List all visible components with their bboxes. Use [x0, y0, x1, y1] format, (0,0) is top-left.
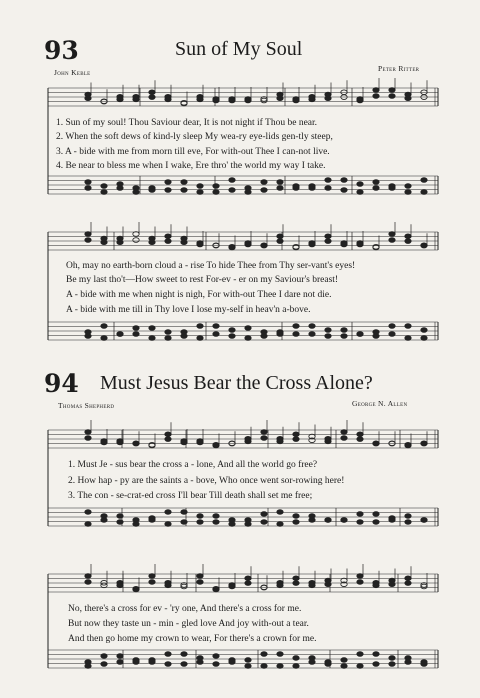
note-head: [389, 94, 395, 99]
note-head: [421, 178, 427, 183]
note-head: [213, 654, 219, 659]
note-head: [181, 188, 187, 193]
note-head: [277, 239, 283, 244]
note-head: [149, 326, 155, 331]
note-head: [245, 576, 251, 581]
note-head: [101, 518, 107, 523]
lyric-line: 3. A - bide with me from morn till eve, For with-out Thee I can-not live.: [56, 147, 330, 157]
note-head: [197, 190, 203, 195]
note-head: [149, 95, 155, 100]
note-head: [325, 186, 331, 191]
note-head: [405, 324, 411, 329]
note-head: [213, 324, 219, 329]
note-head: [229, 522, 235, 527]
note-head: [181, 440, 187, 445]
note-head: [405, 442, 411, 447]
note-head: [85, 580, 91, 585]
note-head: [149, 90, 155, 95]
note-head: [85, 186, 91, 191]
note-head: [293, 332, 299, 337]
note-head: [85, 334, 91, 339]
lyric-line: But now they taste un - min - gled love And joy with-out a tear.: [68, 619, 309, 629]
note-head: [277, 652, 283, 657]
note-head: [117, 97, 123, 102]
note-head: [357, 664, 363, 669]
hymn-author: John Keble: [54, 68, 91, 77]
lyric-line: No, there's a cross for ev - 'ry one, And there's a cross for me.: [68, 604, 302, 614]
note-head: [213, 98, 219, 103]
note-head: [261, 243, 267, 248]
note-head: [197, 184, 203, 189]
lyric-line: 2. How hap - py are the saints a - bove, Who once went sor-rowing here!: [68, 476, 345, 486]
note-head: [293, 656, 299, 661]
note-head: [245, 581, 251, 586]
note-head: [245, 242, 251, 247]
note-head: [357, 182, 363, 187]
note-head: [373, 334, 379, 339]
note-head: [117, 186, 123, 191]
note-head: [133, 238, 139, 243]
note-head: [181, 334, 187, 339]
note-head: [197, 336, 203, 341]
note-head: [341, 436, 347, 441]
note-head: [229, 188, 235, 193]
note-head: [85, 664, 91, 669]
note-head: [341, 188, 347, 193]
note-head: [85, 436, 91, 441]
note-head: [389, 656, 395, 661]
note-head: [197, 580, 203, 585]
note-head: [213, 662, 219, 667]
note-head: [101, 654, 107, 659]
note-head: [357, 98, 363, 103]
note-head: [373, 180, 379, 185]
note-head: [405, 96, 411, 101]
note-head: [101, 240, 107, 245]
note-head: [357, 190, 363, 195]
note-head: [293, 520, 299, 525]
note-head: [277, 332, 283, 337]
hymn-composer: Peter Ritter: [378, 64, 420, 73]
note-head: [213, 442, 219, 447]
note-head: [133, 326, 139, 331]
note-head: [421, 336, 427, 341]
note-head: [325, 96, 331, 101]
note-head: [149, 580, 155, 585]
note-head: [213, 514, 219, 519]
note-head: [213, 332, 219, 337]
note-head: [405, 660, 411, 665]
note-head: [133, 586, 139, 591]
note-head: [165, 510, 171, 515]
note-head: [341, 664, 347, 669]
note-head: [277, 510, 283, 515]
note-head: [293, 664, 299, 669]
note-head: [389, 662, 395, 667]
note-head: [373, 88, 379, 93]
note-head: [373, 662, 379, 667]
note-head: [165, 97, 171, 102]
note-head: [165, 188, 171, 193]
note-head: [117, 660, 123, 665]
note-head: [341, 518, 347, 523]
note-head: [357, 437, 363, 442]
note-head: [309, 518, 315, 523]
note-head: [277, 664, 283, 669]
note-head: [149, 188, 155, 193]
note-head: [389, 324, 395, 329]
note-head: [165, 662, 171, 667]
note-head: [229, 328, 235, 333]
note-head: [421, 243, 427, 248]
note-head: [261, 180, 267, 185]
note-head: [229, 584, 235, 589]
note-head: [85, 510, 91, 515]
note-head: [261, 520, 267, 525]
note-head: [309, 660, 315, 665]
note-head: [293, 581, 299, 586]
note-head: [261, 334, 267, 339]
note-head: [277, 583, 283, 588]
note-head: [165, 652, 171, 657]
note-head: [181, 652, 187, 657]
note-head: [373, 520, 379, 525]
note-head: [405, 581, 411, 586]
note-head: [421, 662, 427, 667]
note-head: [245, 190, 251, 195]
note-head: [197, 514, 203, 519]
note-head: [85, 522, 91, 527]
note-head: [325, 234, 331, 239]
note-head: [405, 576, 411, 581]
note-head: [165, 234, 171, 239]
note-head: [373, 652, 379, 657]
note-head: [149, 660, 155, 665]
note-head: [405, 190, 411, 195]
note-head: [133, 660, 139, 665]
note-head: [117, 654, 123, 659]
note-head: [101, 184, 107, 189]
note-head: [133, 232, 139, 237]
note-head: [197, 97, 203, 102]
note-head: [277, 180, 283, 185]
note-head: [229, 660, 235, 665]
note-head: [261, 188, 267, 193]
note-head: [293, 186, 299, 191]
note-head: [293, 432, 299, 437]
note-head: [213, 184, 219, 189]
note-head: [309, 186, 315, 191]
note-head: [165, 330, 171, 335]
note-head: [197, 520, 203, 525]
note-head: [389, 518, 395, 523]
note-head: [197, 440, 203, 445]
lyric-line: A - bide with me when night is nigh, For with-out Thee I dare not die.: [66, 290, 332, 300]
note-head: [197, 574, 203, 579]
note-head: [85, 238, 91, 243]
note-head: [421, 518, 427, 523]
note-head: [325, 518, 331, 523]
note-head: [85, 574, 91, 579]
note-head: [101, 324, 107, 329]
note-head: [197, 242, 203, 247]
note-head: [181, 662, 187, 667]
note-head: [197, 660, 203, 665]
note-head: [325, 582, 331, 587]
note-head: [357, 432, 363, 437]
lyric-line: 2. When the soft dews of kind-ly sleep My wea-ry eye-lids gen-tly steep,: [56, 132, 333, 142]
note-head: [405, 520, 411, 525]
note-head: [261, 430, 267, 435]
note-head: [293, 576, 299, 581]
note-head: [85, 232, 91, 237]
note-head: [229, 178, 235, 183]
note-head: [341, 178, 347, 183]
note-head: [117, 240, 123, 245]
note-head: [165, 432, 171, 437]
note-head: [277, 439, 283, 444]
note-head: [405, 184, 411, 189]
note-head: [117, 520, 123, 525]
note-head: [373, 94, 379, 99]
note-head: [309, 332, 315, 337]
note-head: [277, 234, 283, 239]
note-head: [421, 190, 427, 195]
hymn-number: 94: [44, 369, 79, 398]
note-head: [373, 441, 379, 446]
hymn-composer: George N. Allen: [352, 399, 408, 408]
note-head: [341, 242, 347, 247]
note-head: [357, 242, 363, 247]
note-head: [229, 98, 235, 103]
note-head: [133, 522, 139, 527]
note-head: [325, 662, 331, 667]
note-head: [341, 334, 347, 339]
note-head: [389, 582, 395, 587]
note-head: [245, 658, 251, 663]
lyric-line: 1. Sun of my soul! Thou Saviour dear, It is not night if Thou be near.: [56, 118, 318, 128]
note-head: [245, 326, 251, 331]
note-head: [277, 96, 283, 101]
note-head: [389, 332, 395, 337]
note-head: [181, 240, 187, 245]
note-head: [149, 518, 155, 523]
note-head: [165, 583, 171, 588]
lyric-line: And then go home my crown to wear, For there's a crown for me.: [68, 634, 317, 644]
note-head: [405, 336, 411, 341]
lyric-line: A - bide with me till in Thy love I lose my-self in heav'n a-bove.: [66, 305, 311, 315]
note-head: [373, 512, 379, 517]
note-head: [341, 658, 347, 663]
note-head: [197, 324, 203, 329]
hymn-number: 93: [44, 36, 79, 65]
hymn-title: Must Jesus Bear the Cross Alone?: [100, 372, 373, 394]
note-head: [165, 437, 171, 442]
note-head: [149, 240, 155, 245]
note-head: [85, 430, 91, 435]
note-head: [165, 180, 171, 185]
note-head: [325, 178, 331, 183]
note-head: [357, 332, 363, 337]
note-head: [245, 336, 251, 341]
note-head: [261, 436, 267, 441]
note-head: [325, 439, 331, 444]
note-head: [245, 98, 251, 103]
note-head: [245, 664, 251, 669]
hymn-title: Sun of My Soul: [175, 38, 303, 60]
note-head: [373, 186, 379, 191]
note-head: [165, 336, 171, 341]
note-head: [309, 97, 315, 102]
note-head: [117, 514, 123, 519]
note-head: [101, 190, 107, 195]
note-head: [309, 583, 315, 588]
note-head: [261, 512, 267, 517]
note-head: [325, 334, 331, 339]
note-head: [261, 664, 267, 669]
note-head: [277, 186, 283, 191]
note-head: [181, 510, 187, 515]
note-head: [181, 180, 187, 185]
note-head: [293, 324, 299, 329]
note-head: [357, 652, 363, 657]
note-head: [357, 512, 363, 517]
note-head: [165, 522, 171, 527]
note-head: [261, 652, 267, 657]
note-head: [229, 334, 235, 339]
note-head: [389, 238, 395, 243]
lyric-line: Be my last tho't—How sweet to rest For-ev - er on my Saviour's breast!: [66, 275, 339, 285]
note-head: [213, 190, 219, 195]
note-head: [117, 440, 123, 445]
note-head: [309, 242, 315, 247]
note-head: [133, 441, 139, 446]
hymn-author: Thomas Shepherd: [58, 401, 115, 410]
lyric-line: Oh, may no earth-born cloud a - rise To hide Thee from Thy ser-vant's eyes!: [66, 261, 356, 271]
note-head: [309, 324, 315, 329]
note-head: [293, 98, 299, 103]
note-head: [405, 514, 411, 519]
note-head: [293, 514, 299, 519]
note-head: [101, 440, 107, 445]
lyric-line: 4. Be near to bless me when I wake, Ere thro' the world my way I take.: [56, 161, 326, 171]
note-head: [165, 239, 171, 244]
note-head: [101, 336, 107, 341]
note-head: [245, 522, 251, 527]
note-head: [213, 520, 219, 525]
note-head: [357, 520, 363, 525]
lyric-line: 1. Must Je - sus bear the cross a - lone, And all the world go free?: [68, 460, 318, 470]
note-head: [85, 96, 91, 101]
note-head: [325, 239, 331, 244]
note-head: [181, 520, 187, 525]
note-head: [85, 180, 91, 185]
note-head: [245, 439, 251, 444]
note-head: [117, 583, 123, 588]
note-head: [405, 239, 411, 244]
note-head: [421, 328, 427, 333]
note-head: [133, 190, 139, 195]
note-head: [117, 332, 123, 337]
note-head: [133, 97, 139, 102]
note-head: [389, 232, 395, 237]
note-head: [213, 586, 219, 591]
note-head: [293, 437, 299, 442]
note-head: [357, 574, 363, 579]
note-head: [341, 328, 347, 333]
note-head: [277, 522, 283, 527]
note-head: [389, 88, 395, 93]
note-head: [341, 430, 347, 435]
note-head: [229, 244, 235, 249]
note-head: [101, 662, 107, 667]
note-head: [373, 583, 379, 588]
note-head: [149, 336, 155, 341]
note-head: [357, 580, 363, 585]
note-head: [325, 328, 331, 333]
note-head: [133, 332, 139, 337]
note-head: [149, 574, 155, 579]
note-head: [389, 186, 395, 191]
note-head: [421, 441, 427, 446]
note-head: [405, 234, 411, 239]
lyric-line: 3. The con - se-crat-ed cross I'll bear Till death shall set me free;: [68, 491, 313, 501]
